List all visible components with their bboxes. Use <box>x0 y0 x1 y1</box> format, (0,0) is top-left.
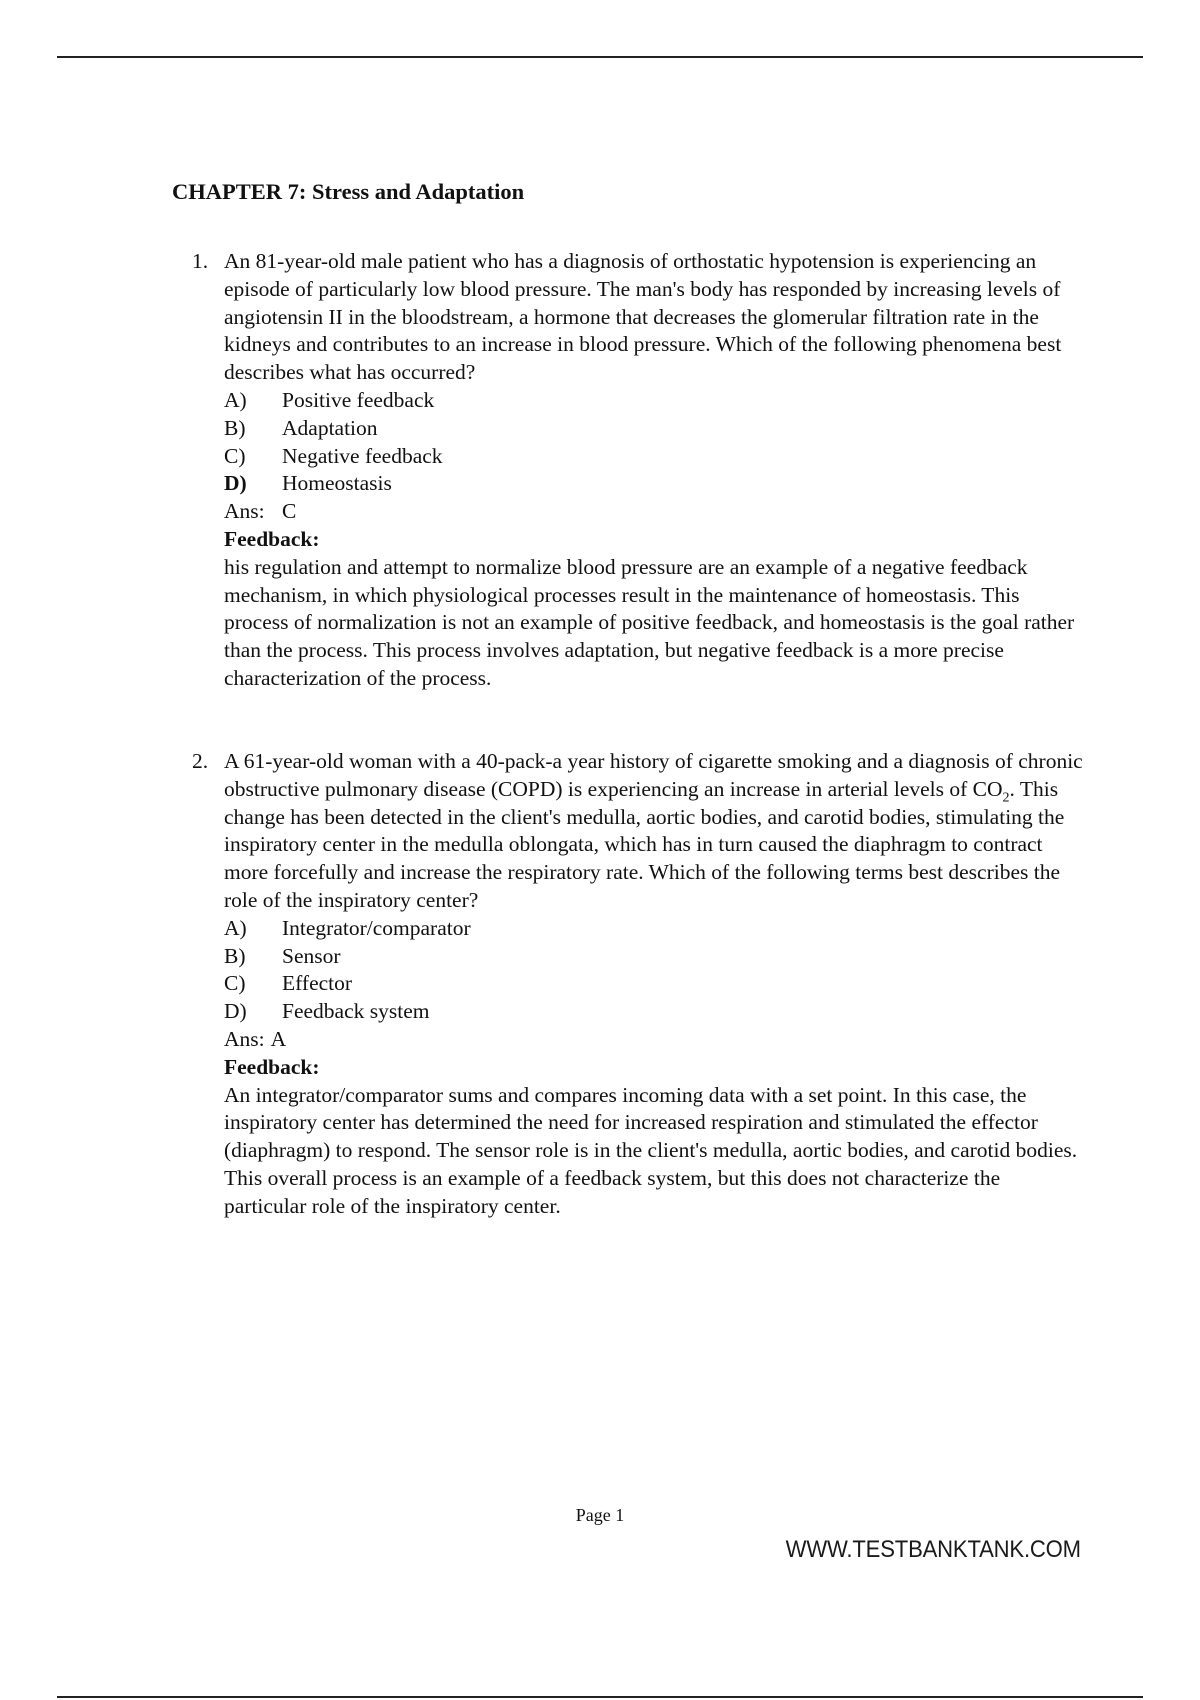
question-2 <box>172 748 1092 1221</box>
answer-label: Ans: <box>224 499 265 524</box>
option-text: Positive feedback <box>282 387 435 412</box>
stem-part: . This change has been detected in the client's medulla, aortic bodies, and carotid bodies, stimulating the inspiratory center in the medulla oblongata, which has in turn caused the diaphragm to contract more forcefully and increase the respiratory rate. Which of the following terms best describes the role of the inspiratory center? <box>224 776 1065 912</box>
answer-value: A <box>270 1026 287 1051</box>
option-letter: D) <box>224 999 247 1024</box>
option-text: Effector <box>282 971 353 996</box>
option-letter: B) <box>224 415 246 440</box>
option-text: Negative feedback <box>282 443 443 468</box>
option-text: Adaptation <box>282 415 378 440</box>
stem-part: A 61-year-old woman with a 40-pack-a year history of cigarette smoking and a diagnosis of chronic obstructive pulmonary disease (COPD) is experiencing an increase in arterial levels of CO <box>224 749 1083 801</box>
feedback-text: his regulation and attempt to normalize blood pressure are an example of a negative feedback mechanism, in which physiological processes result in the maintenance of homeostasis. This process of normalization is not an example of positive feedback, and homeostasis is the goal rather than the process. This process involves adaptation, but negative feedback is a more precise characterization of the process. <box>224 554 1075 690</box>
option-a <box>224 915 1086 943</box>
option-text: Feedback system <box>282 999 430 1024</box>
answer-value: C <box>282 499 297 524</box>
option-text: Homeostasis <box>282 471 392 496</box>
option-b <box>224 943 1086 971</box>
answer-label: Ans: <box>224 1026 265 1051</box>
option-text: Sensor <box>282 943 341 968</box>
question-stem: An 81-year-old male patient who has a diagnosis of orthostatic hypotension is experiencing an episode of particularly low blood pressure. The man's body has responded by increasing levels of angiotensin II in the bloodstream, a hormone that decreases the glomerular filtration rate in the kidneys and contributes to an increase in blood pressure. Which of the following phenomena best describes what has occurred? <box>224 249 1062 385</box>
question-stem <box>224 748 1086 915</box>
option-text: Integrator/comparator <box>282 915 471 940</box>
question-number: 1. <box>192 249 209 273</box>
option-c <box>224 443 1086 471</box>
option-letter: A) <box>224 387 247 412</box>
option-a <box>224 387 1086 415</box>
option-letter: A) <box>224 915 247 940</box>
option-letter: C) <box>224 971 246 996</box>
option-b <box>224 415 1086 443</box>
option-c <box>224 970 1086 998</box>
watermark-url: WWW.TESTBANKTANK.COM <box>785 1536 1081 1563</box>
header-rule <box>57 56 1143 58</box>
answer-line <box>224 1026 1086 1054</box>
option-letter: B) <box>224 943 246 968</box>
chapter-title: CHAPTER 7: Stress and Adaptation <box>172 179 525 204</box>
option-d <box>224 998 1086 1026</box>
feedback-text: An integrator/comparator sums and compares incoming data with a set point. In this case, the inspiratory center has determined the need for increased respiration and stimulated the effector (diaphragm) to respond. The sensor role is in the client's medulla, aortic bodies, and carotid bodies. This overall process is an example of a feedback system, but this does not characterize the particular role of the inspiratory center. <box>224 1082 1078 1218</box>
option-letter: C) <box>224 443 246 468</box>
option-letter: D) <box>224 471 247 496</box>
question-1 <box>172 248 1092 693</box>
answer-line <box>224 498 1086 526</box>
question-body <box>224 248 1086 693</box>
footer-rule <box>57 1696 1143 1698</box>
page-number: Page 1 <box>575 1505 625 1525</box>
feedback-heading: Feedback: <box>224 526 320 551</box>
stem-subscript: 2 <box>1002 790 1010 806</box>
question-number: 2. <box>192 749 209 773</box>
option-d <box>224 470 1086 498</box>
question-body <box>224 748 1086 1221</box>
feedback-heading: Feedback: <box>224 1054 320 1079</box>
